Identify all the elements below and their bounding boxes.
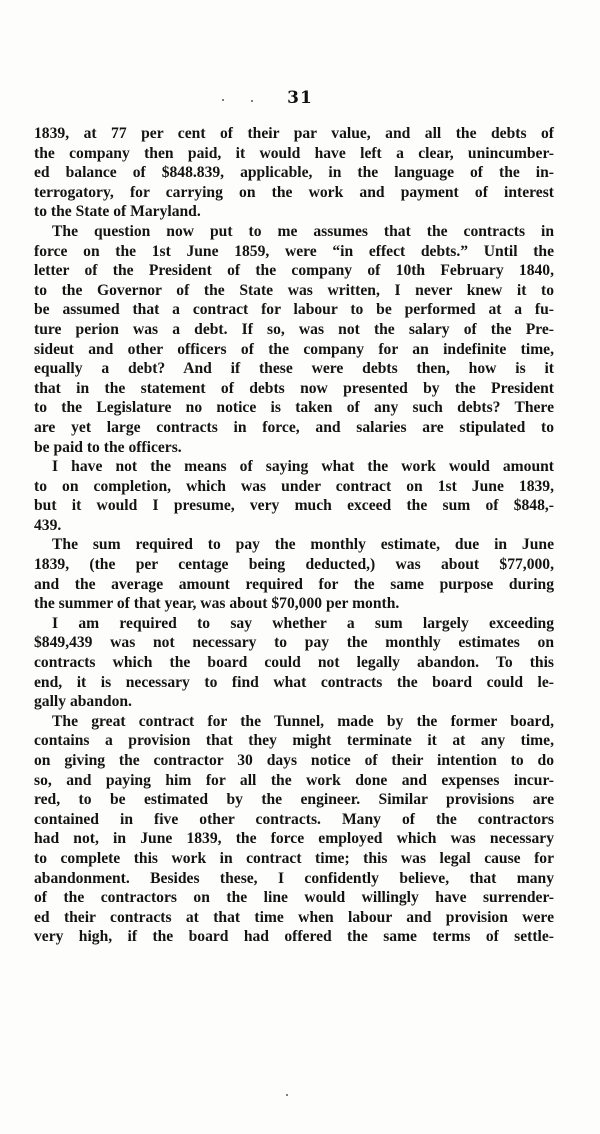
text-line: but it would I presume, very much exceed the sum of $848,- xyxy=(34,497,554,515)
text-line: $849,439 was not necessary to pay the monthly estimates on xyxy=(34,634,554,652)
text-line: be paid to the officers. xyxy=(34,438,182,456)
page-number: 31 xyxy=(287,88,313,108)
text-line: to the Governor of the State was written, I never knew it to xyxy=(34,281,554,299)
text-line: contracts which the board could not legally abandon. To this xyxy=(34,654,554,672)
print-speck xyxy=(286,1094,288,1096)
text-line: had not, in June 1839, the force employed which was necessary xyxy=(34,830,554,848)
text-line: 1839, at 77 per cent of their par value, and all the debts of xyxy=(34,125,554,142)
text-line: very high, if the board had offered the same terms of settle- xyxy=(34,928,554,946)
text-line: to complete this work in contract time; this was legal cause for xyxy=(34,849,554,867)
text-line: on giving the contractor 30 days notice of their intention to do xyxy=(34,752,554,769)
text-line: The sum required to pay the monthly estimate, due in June xyxy=(52,536,554,554)
text-line: be assumed that a contract for labour to be performed at a fu- xyxy=(34,301,554,319)
text-line: ture perion was a debt. If so, was not the salary of the Pre- xyxy=(34,320,554,338)
text-line: contains a provision that they might terminate it at any time, xyxy=(34,732,554,750)
text-line: letter of the President of the company of 10th February 1840, xyxy=(34,262,554,280)
text-line: so, and paying him for all the work done and expenses incur- xyxy=(34,771,554,789)
text-line: red, to be estimated by the engineer. Similar provisions are xyxy=(34,791,554,809)
text-line: The great contract for the Tunnel, made by the former board, xyxy=(52,712,554,730)
text-line: terrogatory, for carrying on the work and payment of interest xyxy=(34,183,554,201)
text-line: I am required to say whether a sum largely exceeding xyxy=(52,614,554,632)
text-line: ed their contracts at that time when labour and provision were xyxy=(34,908,554,926)
text-line: and the average amount required for the same purpose during xyxy=(34,575,554,593)
text-line: to the State of Maryland. xyxy=(34,203,201,221)
body-text xyxy=(34,124,554,947)
text-line: sideut and other officers of the company for an indefinite time, xyxy=(34,340,554,358)
text-line: abandonment. Besides these, I confidently believe, that many xyxy=(34,869,554,887)
text-line: the company then paid, it would have left a clear, unincumber- xyxy=(34,144,554,162)
text-line: to the Legislature no notice is taken of any such debts? There xyxy=(34,399,554,417)
text-line: end, it is necessary to find what contracts the board could le- xyxy=(34,673,554,691)
text-line: contained in five other contracts. Many of the contractors xyxy=(34,810,554,828)
text-line: equally a debt? And if these were debts then, how is it xyxy=(34,360,554,378)
text-line: that in the statement of debts now presented by the President xyxy=(34,379,554,397)
text-line: to on completion, which was under contract on 1st June 1839, xyxy=(34,477,554,495)
text-line: of the contractors on the line would willingly have surrender- xyxy=(34,889,554,907)
text-line: 439. xyxy=(34,516,62,534)
text-line: 1839, (the per centage being deducted,) was about $77,000, xyxy=(34,556,554,574)
text-line: ed balance of $848.839, applicable, in the language of the in- xyxy=(34,164,554,182)
text-line: The question now put to me assumes that the contracts in xyxy=(52,222,554,240)
text-line: I have not the means of saying what the work would amount xyxy=(52,458,554,476)
text-line: are yet large contracts in force, and salaries are stipulated to xyxy=(34,418,554,436)
text-line: the summer of that year, was about $70,000 per month. xyxy=(34,595,400,613)
text-line: gally abandon. xyxy=(34,693,132,711)
text-line: force on the 1st June 1859, were “in effect debts.” Until the xyxy=(34,242,554,260)
